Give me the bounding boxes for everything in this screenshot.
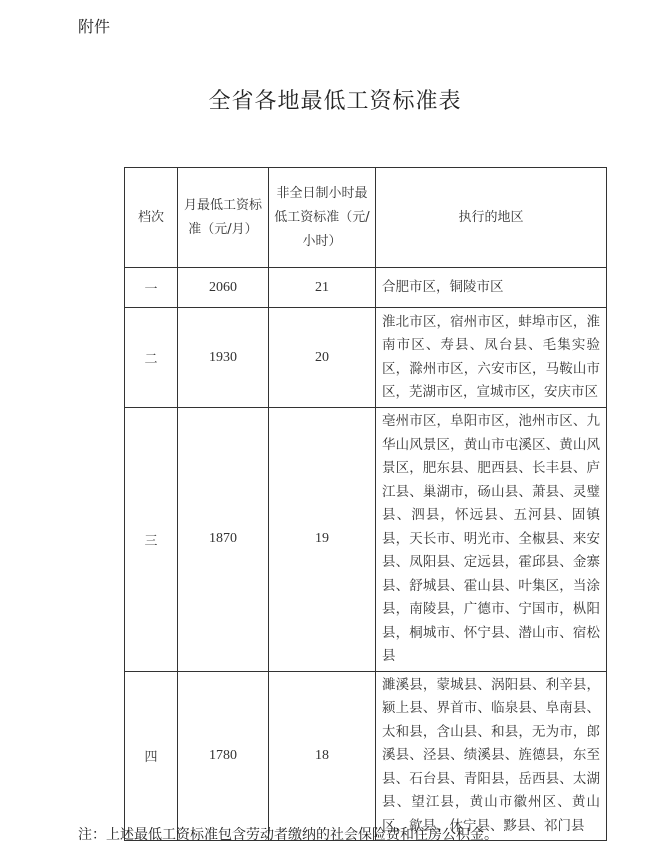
column-header-areas: 执行的地区 xyxy=(376,168,607,268)
column-header-tier: 档次 xyxy=(125,168,178,268)
hourly-wage-cell: 18 xyxy=(269,671,376,841)
table-row xyxy=(125,408,607,672)
monthly-wage-cell: 2060 xyxy=(178,268,269,308)
table-row xyxy=(125,308,607,408)
footnote: 注：上述最低工资标准包含劳动者缴纳的社会保险费和住房公积金。 xyxy=(78,827,498,843)
attachment-label: 附件 xyxy=(78,17,111,36)
tier-cell: 一 xyxy=(125,268,178,308)
hourly-wage-cell: 21 xyxy=(269,268,376,308)
table-row xyxy=(125,671,607,841)
column-header-hourly: 非全日制小时最低工资标准（元/小时） xyxy=(269,168,376,268)
monthly-wage-cell: 1780 xyxy=(178,671,269,841)
areas-cell: 合肥市区，铜陵市区 xyxy=(376,268,607,308)
table-row xyxy=(125,268,607,308)
tier-cell: 三 xyxy=(125,408,178,672)
areas-cell: 濉溪县，蒙城县、涡阳县、利辛县，颍上县、界首市、临泉县、阜南县、太和县，含山县、和县，无为市，郎溪县、泾县、绩溪县、旌德县，东至县、石台县、青阳县，岳西县、太湖县、望江县，黄山市徽州区、黄山区、歙县、休宁县、黟县、祁门县 xyxy=(376,671,607,841)
areas-cell: 亳州市区，阜阳市区，池州市区、九华山风景区，黄山市屯溪区、黄山风景区，肥东县、肥西县、长丰县、庐江县、巢湖市，砀山县、萧县、灵璧县、泗县，怀远县、五河县、固镇县，天长市、明光市、全椒县、来安县、凤阳县、定远县，霍邱县、金寨县、舒城县、霍山县、叶集区，当涂县，南陵县，广德市、宁国市，枞阳县，桐城市、怀宁县、潜山市、宿松县 xyxy=(376,408,607,672)
tier-cell: 四 xyxy=(125,671,178,841)
hourly-wage-cell: 20 xyxy=(269,308,376,408)
tier-cell: 二 xyxy=(125,308,178,408)
hourly-wage-cell: 19 xyxy=(269,408,376,672)
page-title: 全省各地最低工资标准表 xyxy=(208,89,462,114)
column-header-monthly: 月最低工资标准（元/月） xyxy=(178,168,269,268)
areas-cell: 淮北市区，宿州市区，蚌埠市区，淮南市区、寿县、凤台县、毛集实验区，滁州市区，六安市区，马鞍山市区，芜湖市区，宣城市区，安庆市区 xyxy=(376,308,607,408)
monthly-wage-cell: 1870 xyxy=(178,408,269,672)
monthly-wage-cell: 1930 xyxy=(178,308,269,408)
minimum-wage-table xyxy=(124,167,607,841)
